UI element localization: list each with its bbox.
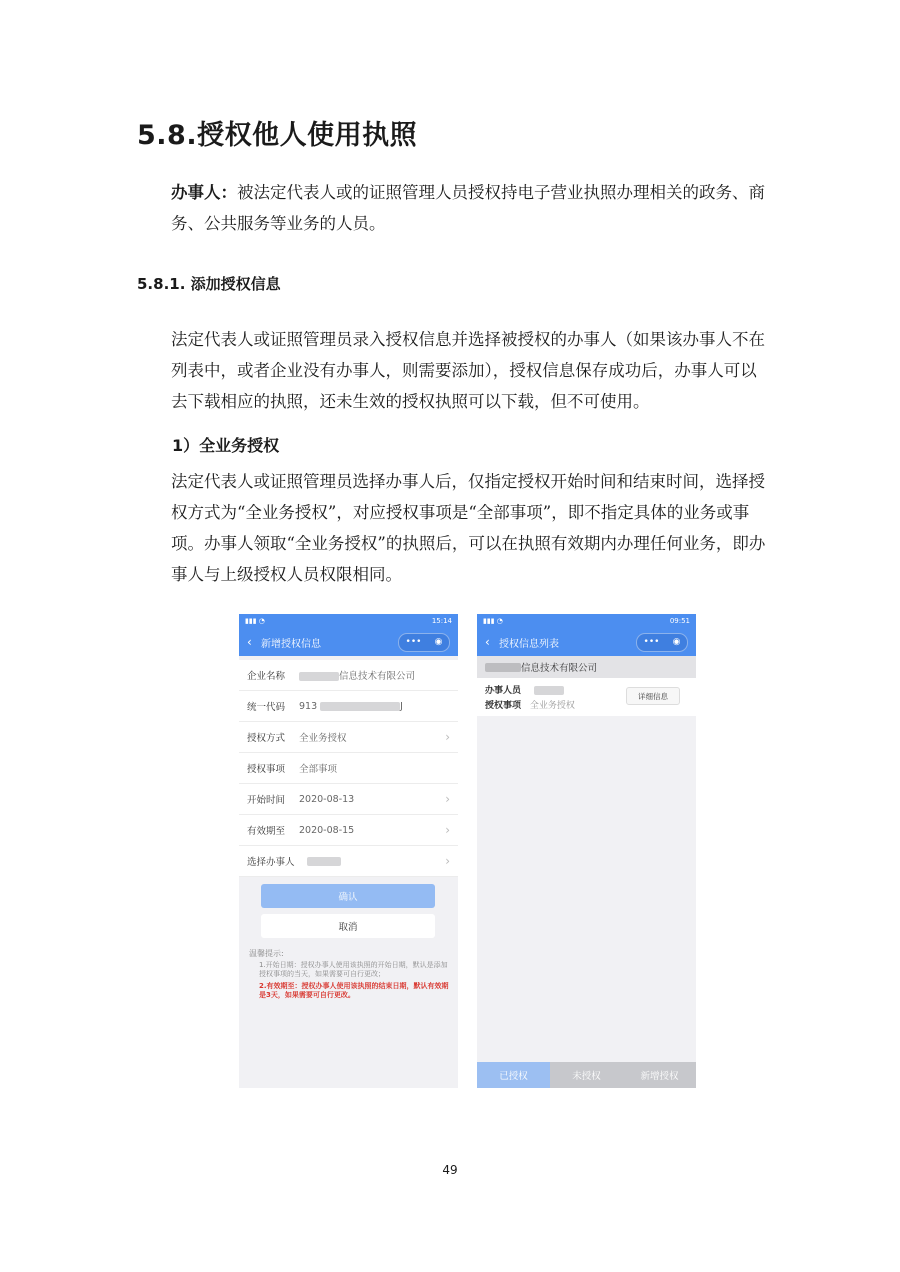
chevron-right-icon: › [445, 730, 450, 744]
title-bar [239, 628, 458, 656]
miniapp-capsule[interactable] [636, 633, 688, 652]
signal-icon: ▮▮▮ ◔ [483, 617, 503, 625]
item-label: 授权事项 [485, 701, 522, 711]
tab-add-auth[interactable]: 新增授权 [623, 1062, 696, 1088]
tips-title: 温馨提示: [249, 949, 284, 958]
item-value: 全业务授权 [529, 701, 575, 711]
company-header [477, 656, 696, 678]
cancel-button[interactable]: 取消 [261, 914, 435, 938]
form-row-auth-items [239, 753, 458, 784]
redacted-blur [320, 702, 400, 711]
chevron-right-icon: › [445, 854, 450, 868]
detail-button[interactable]: 详细信息 [626, 687, 680, 705]
row-label: 授权方式 [247, 733, 286, 744]
status-time: 15:14 [431, 617, 452, 625]
form-row-code [239, 691, 458, 722]
person-label: 办事人员 [485, 686, 522, 696]
row-value: 信息技术有限公司 [339, 671, 416, 682]
back-arrow-icon[interactable]: ‹ [247, 635, 252, 649]
row-label: 企业名称 [247, 671, 286, 682]
row-value: 全业务授权 [299, 733, 347, 744]
row-label: 授权事项 [247, 764, 286, 775]
row-label: 开始时间 [247, 795, 286, 806]
bottom-tab-bar [477, 1062, 696, 1088]
row-label: 有效期至 [247, 826, 286, 837]
tip-start-date: 1.开始日期：授权办事人使用该执照的开始日期，默认是添加授权事项的当天，如果需要可自行更改； [259, 961, 448, 978]
sub-subsection-heading: 1）全业务授权 [172, 436, 280, 455]
paragraph-add-auth-text: 法定代表人或证照管理员录入授权信息并选择被授权的办事人（如果该办事人不在列表中，或者企业没有办事人，则需要添加），授权信息保存成功后，办事人可以去下载相应的执照，还未生效的授权执照可以下载，但不可使用。 [171, 330, 765, 411]
phone-screenshot-auth-list [477, 614, 696, 1088]
signal-icon: ▮▮▮ ◔ [245, 617, 265, 625]
auth-list-item[interactable] [477, 678, 696, 716]
row-value: 全部事项 [299, 764, 338, 775]
chevron-right-icon: › [445, 792, 450, 806]
status-bar [477, 614, 696, 628]
row-value: 913 [299, 700, 318, 712]
redacted-blur [534, 686, 564, 695]
tips-block [249, 949, 449, 1000]
confirm-button[interactable]: 确认 [261, 884, 435, 908]
row-label: 选择办事人 [247, 857, 295, 868]
more-dots-icon[interactable]: ••• [643, 637, 660, 647]
row-value: 2020-08-13 [299, 793, 355, 805]
term-definition: 被法定代表人或的证照管理人员授权持电子营业执照办理相关的政务、商务、公共服务等业务的人员。 [171, 183, 765, 233]
back-arrow-icon[interactable]: ‹ [485, 635, 490, 649]
subsection-heading: 5.8.1. 添加授权信息 [137, 275, 281, 293]
form-row-valid-until[interactable] [239, 815, 458, 846]
paragraph-full-auth-text: 法定代表人或证照管理员选择办事人后，仅指定授权开始时间和结束时间，选择授权方式为“全业务授权”，对应授权事项是“全部事项”，即不指定具体的业务或事项。办事人领取“全业务授权”的执照后，可以在执照有效期内办理任何业务，即办事人与上级授权人员权限相同。 [171, 472, 766, 584]
screen-title: 授权信息列表 [499, 638, 559, 650]
phone-screenshot-add-auth [239, 614, 458, 1088]
tip-valid-until: 2.有效期至：授权办事人使用该执照的结束日期，默认有效期是3天，如果需要可自行更改。 [259, 982, 449, 999]
page-number: 49 [442, 1163, 458, 1177]
status-bar [239, 614, 458, 628]
row-label: 统一代码 [247, 702, 286, 713]
row-value: 2020-08-15 [299, 824, 355, 836]
chevron-right-icon: › [445, 823, 450, 837]
term-lead: 办事人： [171, 183, 237, 202]
paragraph-definition [137, 177, 767, 239]
miniapp-capsule[interactable] [398, 633, 450, 652]
redacted-blur [307, 857, 341, 866]
form-row-auth-mode[interactable] [239, 722, 458, 753]
screen-title: 新增授权信息 [261, 638, 321, 650]
title-bar [477, 628, 696, 656]
form-row-company [239, 660, 458, 691]
status-time: 09:51 [669, 617, 690, 625]
section-heading: 5.8.授权他人使用执照 [137, 120, 418, 151]
paragraph-full-auth [137, 466, 767, 590]
tab-unauthorized[interactable]: 未授权 [550, 1062, 623, 1088]
redacted-blur [299, 672, 339, 681]
company-name: 信息技术有限公司 [521, 663, 598, 674]
close-circle-icon[interactable]: ◉ [434, 637, 443, 647]
more-dots-icon[interactable]: ••• [405, 637, 422, 647]
form-row-select-agent[interactable] [239, 846, 458, 877]
paragraph-add-auth [137, 324, 767, 417]
close-circle-icon[interactable]: ◉ [672, 637, 681, 647]
redacted-blur [485, 663, 521, 672]
tab-authorized[interactable]: 已授权 [477, 1062, 550, 1088]
row-value-suffix: J [400, 700, 403, 712]
form-row-start-date[interactable] [239, 784, 458, 815]
